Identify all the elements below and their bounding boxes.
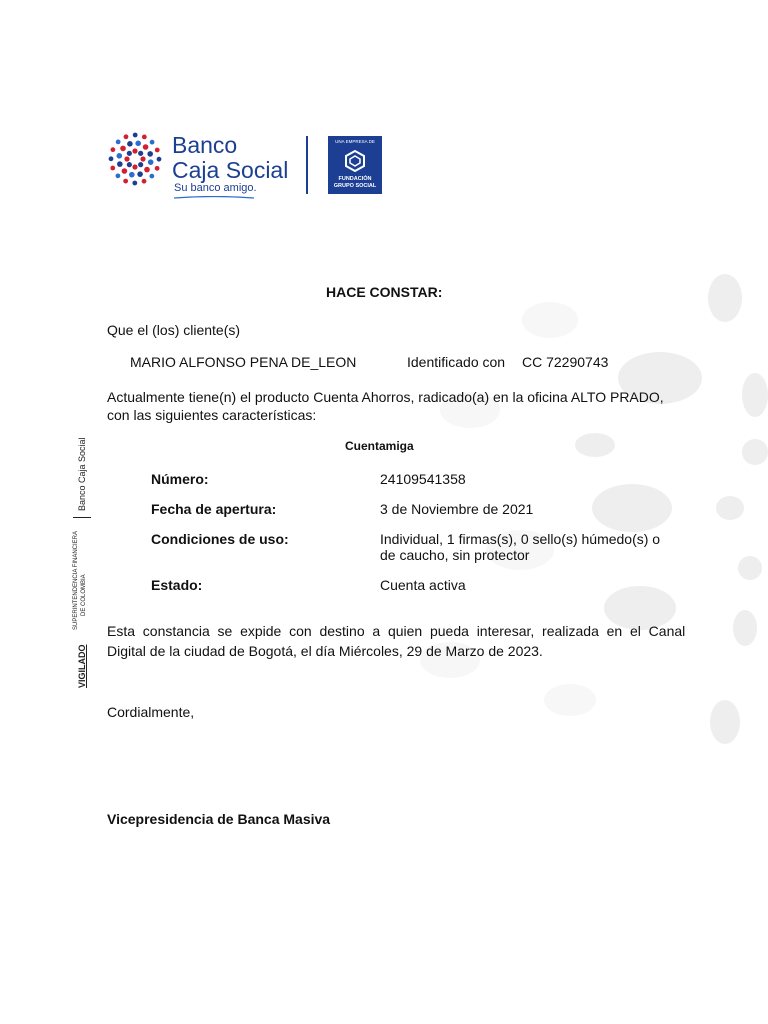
logo-dot [117,161,123,167]
logo-dot [129,172,135,178]
product-text-line1: Actualmente tiene(n) el producto Cuenta Ahorros, radicado(a) en la oficina ALTO PRADO, [107,389,664,405]
logo-dot [150,140,155,145]
field-value-numero: 24109541358 [380,471,466,487]
id-label: Identificado con [407,354,506,370]
logo-dot [127,141,133,147]
logo-dot [132,148,137,153]
logo-dot [127,162,132,167]
logo-dot [120,146,126,152]
field-value-fecha-apertura: 3 de Noviembre de 2021 [380,501,534,517]
field-value-condiciones-line2: de caucho, sin protector [380,547,530,563]
superintendencia-line2: DE COLOMBIA [81,574,87,616]
logo-tagline: Su banco amigo. [174,182,257,194]
side-regulator-label [73,428,97,688]
field-value-estado: Cuenta activa [380,577,466,593]
logo-dot [122,168,128,174]
field-label-numero: Número: [151,471,209,487]
banco-caja-social-logo-icon [104,128,166,190]
logo-underline-swoosh [174,196,254,199]
client-name: MARIO ALFONSO PENA DE_LEON [130,354,357,370]
logo-divider [306,136,308,194]
logo-dot [132,164,137,169]
fund-top-text: UNA EMPRESA DE [335,139,375,144]
document-heading: HACE CONSTAR: [326,284,443,300]
logo-dot [132,181,137,186]
logo-dot [149,174,154,179]
superintendencia-line1: SUPERINTENDENCIA FINANCIERA [73,530,79,630]
logo-dot [116,173,121,178]
logo-dot [133,133,138,138]
logo-dot [147,151,153,157]
vigilado-label: VIGILADO [77,644,87,688]
logo-brand-line1: Banco [172,132,238,158]
logo-dot [142,134,147,139]
signature: Vicepresidencia de Banca Masiva [107,811,331,827]
logo-dot [137,171,143,177]
fund-name-line2: GRUPO SOCIAL [333,183,377,189]
field-value-condiciones-line1: Individual, 1 firmas(s), 0 sello(s) húmedo(s) o [380,531,661,547]
fund-name-line1: FUNDACIÓN [338,176,372,182]
fundacion-emblem-icon [344,150,366,172]
logo-dot [144,167,150,173]
logo-dot [124,134,129,139]
logo-dot [140,156,145,161]
closing-text-line2: Digital de la ciudad de Bogotá, el día Miércoles, 29 de Marzo de 2023. [107,643,543,659]
logo-dot [142,179,147,184]
logo-dot [117,153,123,159]
fundacion-grupo-social-logo [328,136,382,194]
side-label-divider [73,517,91,518]
logo-dot [110,166,115,171]
closing-text-line1: Esta constancia se expide con destino a quien pueda interesar, realizada en el Canal [107,623,686,639]
logo-dot [138,151,143,156]
id-value: CC 72290743 [522,354,609,370]
logo-dot [155,148,160,153]
logo-dot [135,141,141,147]
intro-text: Que el (los) cliente(s) [107,322,241,338]
product-text-line2: con las siguientes características: [107,407,317,423]
logo-dot [123,179,128,184]
logo-dot [110,147,115,152]
logo-dot [138,162,143,167]
side-bank-name: Banco Caja Social [77,437,87,511]
salutation: Cordialmente, [107,704,195,720]
logo-dot [127,151,132,156]
field-label-condiciones: Condiciones de uso: [151,531,289,547]
logo-dot [143,144,149,150]
product-name: Cuentamiga [345,439,414,453]
field-label-fecha-apertura: Fecha de apertura: [151,501,277,517]
logo-dot [148,159,154,165]
logo-dot [155,166,160,171]
logo-dot [109,156,114,161]
logo-brand-line2: Caja Social [172,157,289,183]
logo-dot [116,140,121,145]
logo-dot [124,156,129,161]
field-label-estado: Estado: [151,577,203,593]
logo-dot [157,157,162,162]
